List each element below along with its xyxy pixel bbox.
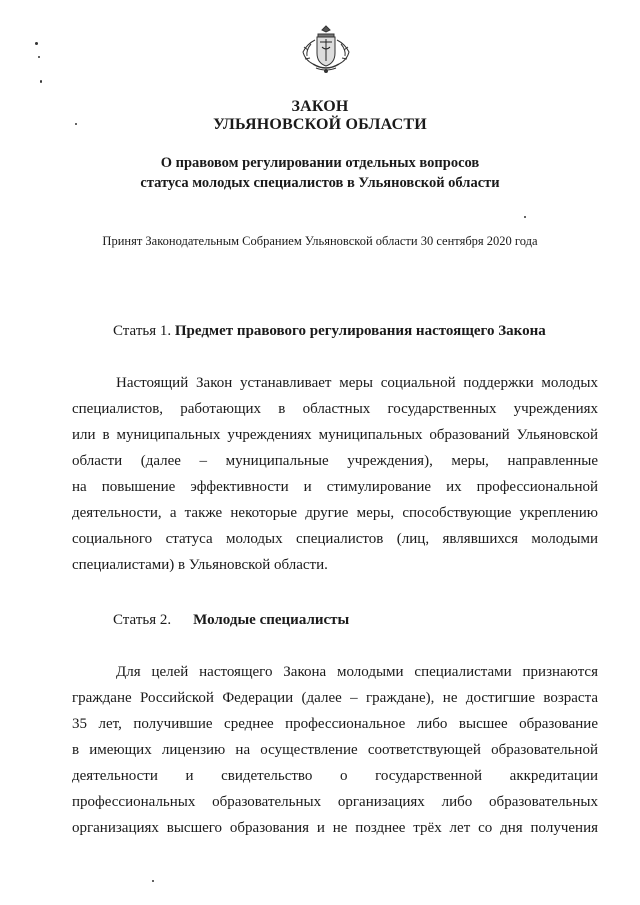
text-line: профессиональных образовательных организациях либо образовательных [72,794,598,810]
article-2-title: Молодые специалисты [193,612,350,628]
text-line: специалистами) в Ульяновской области. [72,557,328,573]
law-subtitle-line-1: О правовом регулировании отдельных вопросов [160,155,480,171]
adoption-note: Принят Законодательным Собранием Ульяновской области 30 сентября 2020 года [102,234,538,248]
text-line: граждане Российской Федерации (далее – граждане), не достигшие возраста [72,690,598,706]
law-title: ЗАКОН [291,98,349,115]
article-1-title: Предмет правового регулирования настоящего Закона [174,323,546,339]
law-region: УЛЬЯНОВСКОЙ ОБЛАСТИ [213,116,427,133]
text-line: Настоящий Закон устанавливает меры социальной поддержки молодых [116,375,598,391]
article-2-text [72,659,598,841]
text-line: организациях высшего образования и не позднее трёх лет со дня получения [72,820,598,836]
scan-speck [524,216,526,218]
article-2-heading [113,610,349,630]
text-line: деятельности, а также некоторые другие меры, способствующие укреплению [72,505,598,521]
coat-of-arms-emblem [296,22,356,74]
text-line: социального статуса молодых специалистов (лиц, являвшихся молодыми [72,531,598,547]
text-line: деятельности и свидетельство о государственной аккредитации [72,768,598,784]
text-line: 35 лет, получившие среднее профессиональное либо высшее образование [72,716,598,732]
text-line: или в муниципальных учреждениях муниципальных образований Ульяновской [72,427,598,443]
article-1-text [72,370,598,578]
text-line: на повышение эффективности и стимулирование их профессиональной [72,479,598,495]
scan-speck [152,880,154,882]
scan-speck [40,80,42,83]
article-1-number: Статья 1. [113,323,172,339]
scan-speck [38,56,40,58]
text-line: Для целей настоящего Закона молодыми специалистами признаются [116,664,598,680]
article-2-number: Статья 2. [113,612,172,628]
scan-speck [35,42,38,45]
text-line: в имеющих лицензию на осуществление соответствующей образовательной [72,742,598,758]
law-subtitle-line-2: статуса молодых специалистов в Ульяновской области [140,175,500,191]
text-line: специалистов, работающих в областных государственных учреждениях [72,401,598,417]
text-line: области (далее – муниципальные учреждения), меры, направленные [72,453,598,469]
article-1-heading [113,321,546,341]
